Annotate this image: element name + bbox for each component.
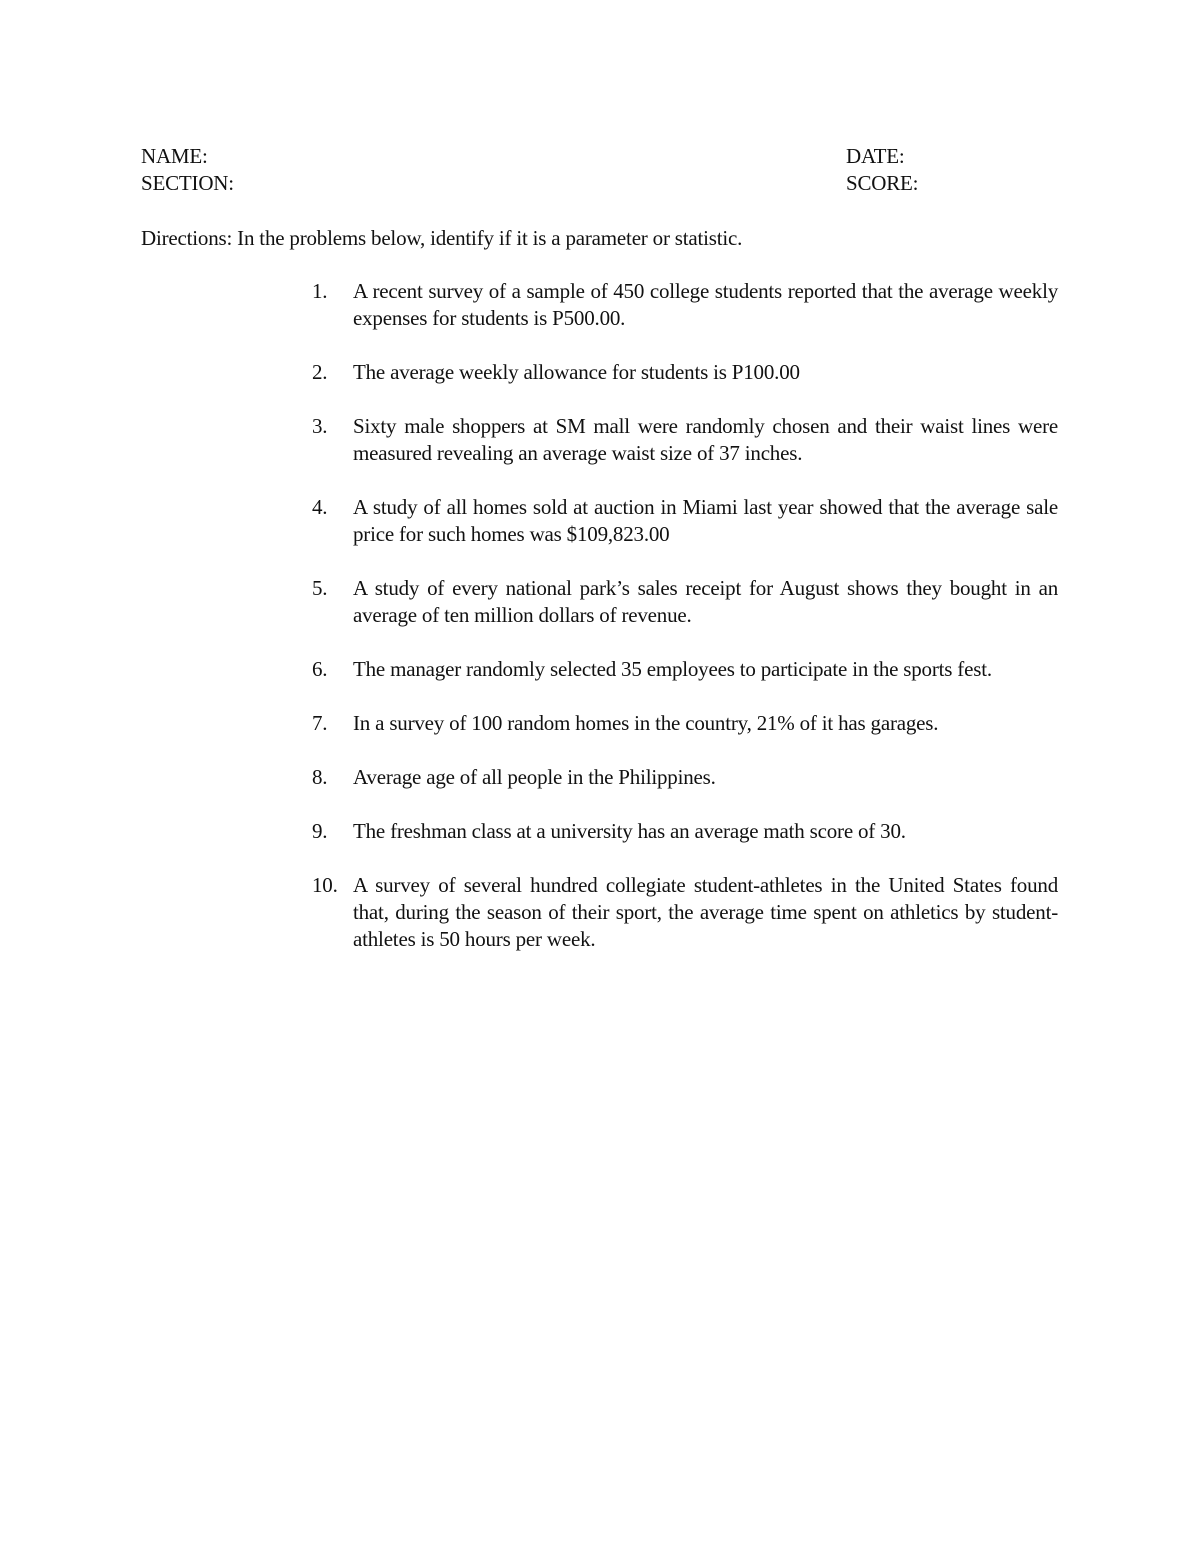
question-item (312, 710, 1058, 737)
question-item (312, 359, 1058, 386)
question-number: 8. (312, 765, 328, 789)
question-item (312, 818, 1058, 845)
question-text: The manager randomly selected 35 employees to participate in the sports fest. (353, 657, 992, 681)
section-label: SECTION: (141, 171, 234, 195)
question-number: 10. (312, 873, 338, 897)
question-list (312, 278, 1058, 980)
question-item (312, 872, 1058, 953)
question-number: 9. (312, 819, 328, 843)
name-label: NAME: (141, 144, 208, 168)
question-item (312, 278, 1058, 332)
question-text: In a survey of 100 random homes in the country, 21% of it has garages. (353, 711, 939, 735)
question-item (312, 413, 1058, 467)
question-text: Sixty male shoppers at SM mall were randomly chosen and their waist lines were measured revealing an average waist size of 37 inches. (353, 414, 1058, 465)
question-item (312, 656, 1058, 683)
question-item (312, 764, 1058, 791)
question-number: 5. (312, 576, 328, 600)
directions-text: Directions: In the problems below, identify if it is a parameter or statistic. (141, 226, 743, 250)
question-number: 4. (312, 495, 328, 519)
question-text: A recent survey of a sample of 450 college students reported that the average weekly expenses for students is P500.00. (353, 279, 1058, 330)
question-text: A study of every national park’s sales receipt for August shows they bought in an average of ten million dollars of revenue. (353, 576, 1058, 627)
question-number: 6. (312, 657, 328, 681)
question-text: A survey of several hundred collegiate student-athletes in the United States found that, during the season of their sport, the average time spent on athletics by student-athletes is 50 hours per week. (353, 873, 1058, 951)
question-text: The freshman class at a university has an average math score of 30. (353, 819, 906, 843)
question-number: 3. (312, 414, 328, 438)
question-number: 7. (312, 711, 328, 735)
date-label: DATE: (846, 144, 905, 168)
question-text: A study of all homes sold at auction in Miami last year showed that the average sale price for such homes was $109,823.00 (353, 495, 1058, 546)
question-item (312, 575, 1058, 629)
question-text: Average age of all people in the Philippines. (353, 765, 716, 789)
question-number: 2. (312, 360, 328, 384)
score-label: SCORE: (846, 171, 919, 195)
question-text: The average weekly allowance for students is P100.00 (353, 360, 800, 384)
question-item (312, 494, 1058, 548)
question-number: 1. (312, 279, 328, 303)
